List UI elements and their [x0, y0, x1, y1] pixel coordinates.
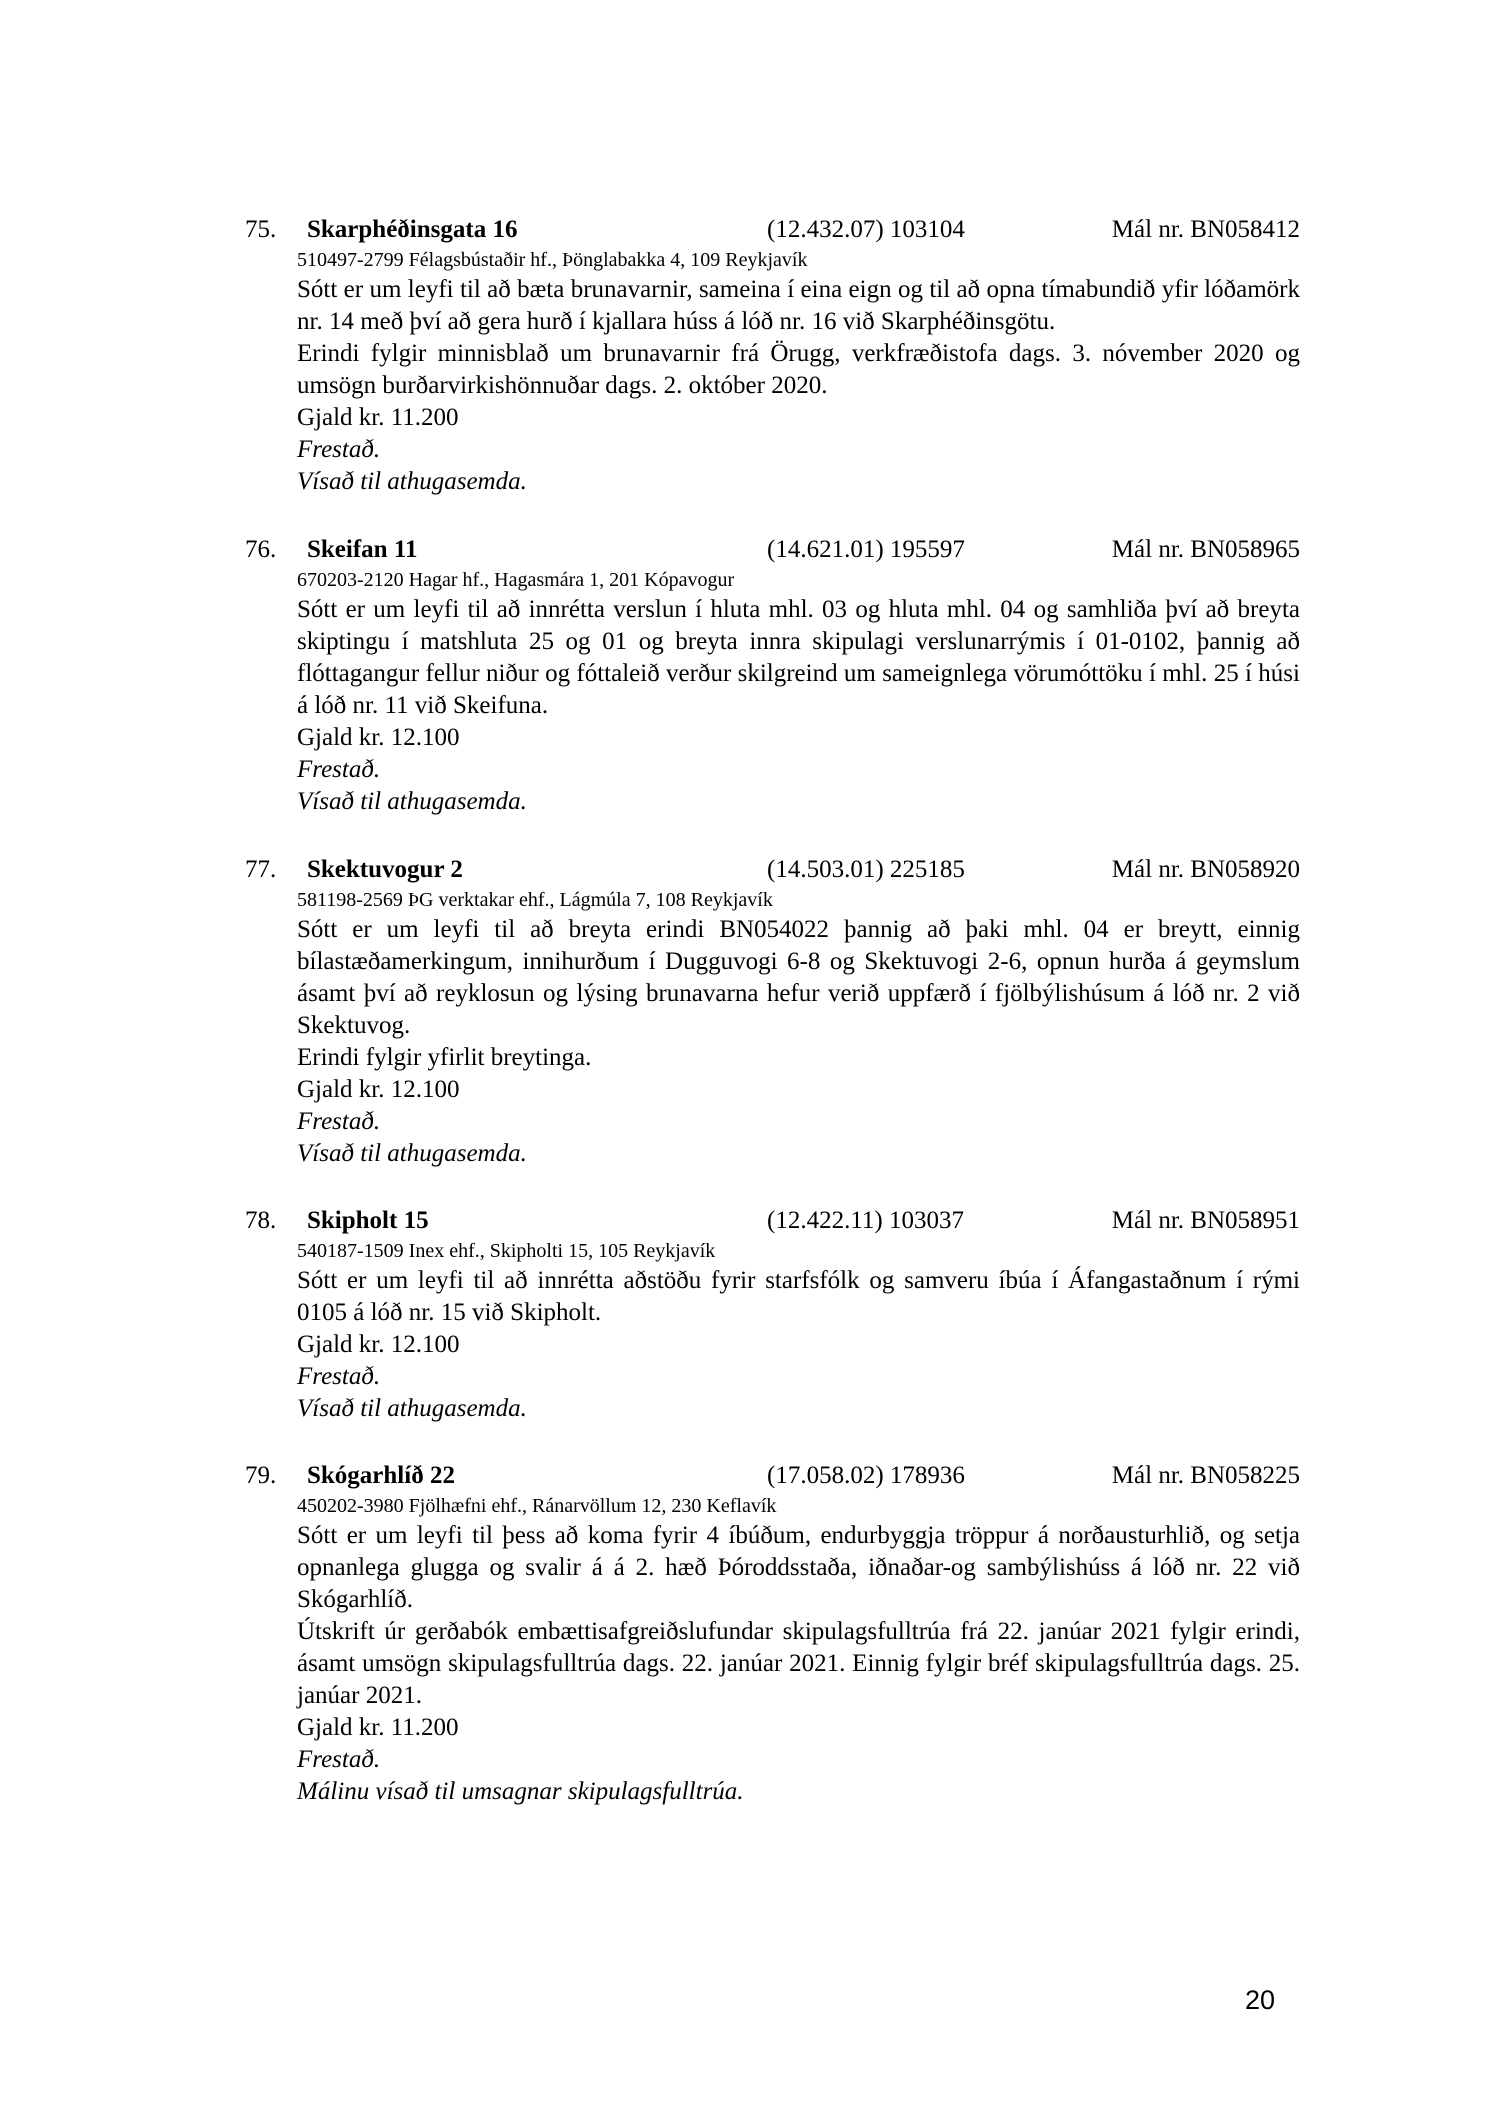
entry-note: Erindi fylgir yfirlit breytinga. [297, 1044, 592, 1071]
entry-reference: (17.058.02) 178936 [767, 1462, 965, 1489]
entry-applicant: 581198-2569 ÞG verktakar ehf., Lágmúla 7, 108 Reykjavík [297, 889, 773, 911]
entry-case-number: Mál nr. BN058412 [1111, 216, 1300, 243]
entry-description: Sótt er um leyfi til að breyta erindi BN054022 þannig að þaki mhl. 04 er breytt, einnig bílastæðamerkingum, innihurðum í Dugguvogi 6-8 og Skektuvogi 2-6, opnun hurða á geymslum ásamt því að reyklosun og lýsing brunavarna hefur verið uppfærð í fjölbýlishúsum á lóð nr. 2 við Skektuvog. [297, 916, 1300, 1039]
entry-reference: (12.422.11) 103037 [767, 1207, 964, 1234]
entry-number: 75. [245, 216, 277, 243]
entry-fee: Gjald kr. 11.200 [297, 404, 459, 431]
entry-description: Sótt er um leyfi til að innrétta verslun í hluta mhl. 03 og hluta mhl. 04 og samhliða því að breyta skiptingu í matshluta 25 og 01 og breyta innra skipulagi verslunarrýmis í 01-0102, þannig að flóttagangur fellur niður og fóttaleið verður skilgreind um sameignlega vörumóttöku í mhl. 25 í húsi á lóð nr. 11 við Skeifuna. [297, 596, 1300, 719]
case-entry-77 [245, 854, 1300, 1170]
entry-referral: Vísað til athugasemda. [297, 788, 527, 815]
entry-header [245, 854, 1300, 886]
entry-number: 76. [245, 536, 277, 563]
entry-address: Skarphéðinsgata 16 [307, 216, 518, 243]
entry-address: Skipholt 15 [307, 1207, 429, 1234]
entry-note: Erindi fylgir minnisblað um brunavarnir frá Örugg, verkfræðistofa dags. 3. nóvember 2020 og umsögn burðarvirkishönnuðar dags. 2. október 2020. [297, 340, 1300, 399]
entry-note: Útskrift úr gerðabók embættisafgreiðslufundar skipulagsfulltrúa frá 22. janúar 2021 fylgir erindi, ásamt umsögn skipulagsfulltrúa dags. 22. janúar 2021. Einnig fylgir bréf skipulagsfulltrúa dags. 25. janúar 2021. [297, 1618, 1300, 1709]
entry-decision: Frestað. [297, 1108, 381, 1135]
entry-address: Skeifan 11 [307, 536, 418, 563]
entry-fee: Gjald kr. 12.100 [297, 724, 460, 751]
entry-header [245, 534, 1300, 566]
entry-referral: Vísað til athugasemda. [297, 1395, 527, 1422]
entry-number: 79. [245, 1462, 277, 1489]
entry-fee: Gjald kr. 11.200 [297, 1714, 459, 1741]
entry-decision: Frestað. [297, 1363, 381, 1390]
entry-reference: (14.503.01) 225185 [767, 856, 965, 883]
entry-decision: Frestað. [297, 756, 381, 783]
entry-case-number: Mál nr. BN058965 [1111, 536, 1300, 563]
entry-description: Sótt er um leyfi til að innrétta aðstöðu fyrir starfsfólk og samveru íbúa í Áfangastaðnum í rými 0105 á lóð nr. 15 við Skipholt. [297, 1267, 1300, 1326]
entry-description: Sótt er um leyfi til að bæta brunavarnir, sameina í eina eign og til að opna tímabundið yfir lóðamörk nr. 14 með því að gera hurð í kjallara húss á lóð nr. 16 við Skarphéðinsgötu. [297, 276, 1300, 335]
entry-header [245, 1205, 1300, 1237]
entry-applicant: 540187-1509 Inex ehf., Skipholti 15, 105 Reykjavík [297, 1240, 716, 1262]
entry-decision: Frestað. [297, 1746, 381, 1773]
entry-applicant: 510497-2799 Félagsbústaðir hf., Þönglabakka 4, 109 Reykjavík [297, 249, 808, 271]
entry-address: Skektuvogur 2 [307, 856, 463, 883]
entry-case-number: Mál nr. BN058951 [1111, 1207, 1300, 1234]
entry-address: Skógarhlíð 22 [307, 1462, 455, 1489]
entry-referral: Málinu vísað til umsagnar skipulagsfulltrúa. [297, 1778, 744, 1805]
entry-number: 78. [245, 1207, 277, 1234]
entry-fee: Gjald kr. 12.100 [297, 1331, 460, 1358]
case-entry-76 [245, 534, 1300, 818]
entry-description: Sótt er um leyfi til þess að koma fyrir 4 íbúðum, endurbyggja tröppur á norðausturhlið, og setja opnanlega glugga og svalir á á 2. hæð Þóroddsstaða, iðnaðar-og sambýlishúss á lóð nr. 22 við Skógarhlíð. [297, 1522, 1300, 1613]
entry-header [245, 214, 1300, 246]
entry-referral: Vísað til athugasemda. [297, 1140, 527, 1167]
page-number: 20 [1244, 1985, 1276, 2015]
entry-applicant: 450202-3980 Fjölhæfni ehf., Ránarvöllum 12, 230 Keflavík [297, 1495, 777, 1517]
entry-decision: Frestað. [297, 436, 381, 463]
case-entry-79 [245, 1460, 1300, 1808]
entry-referral: Vísað til athugasemda. [297, 468, 527, 495]
entry-fee: Gjald kr. 12.100 [297, 1076, 460, 1103]
entry-case-number: Mál nr. BN058920 [1111, 856, 1300, 883]
entry-applicant: 670203-2120 Hagar hf., Hagasmára 1, 201 Kópavogur [297, 569, 735, 591]
entry-header [245, 1460, 1300, 1492]
entry-number: 77. [245, 856, 277, 883]
case-entry-75 [245, 214, 1300, 498]
case-entry-78 [245, 1205, 1300, 1425]
entry-reference: (14.621.01) 195597 [767, 536, 965, 563]
entry-case-number: Mál nr. BN058225 [1111, 1462, 1300, 1489]
entry-reference: (12.432.07) 103104 [767, 216, 965, 243]
